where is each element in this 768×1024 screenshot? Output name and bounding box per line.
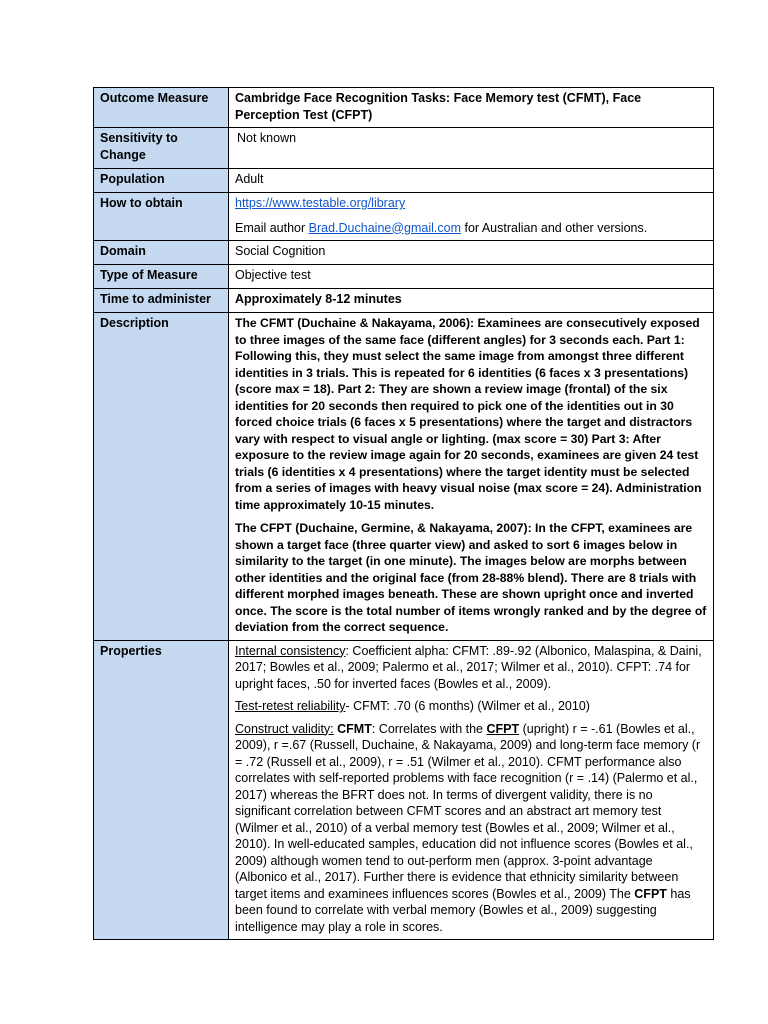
construct-validity-text: (upright) r = -.61 (Bowles et al., 2009), r =.67 (Russell, Duchaine, & Nakayama, 2009) and long-term face memory (r = .72 (Russell et al., 2009), r = .51 (Wilmer et al., 2010). CFMT performance also correlates with self-reported problems with face recognition (r = .14) (Palermo et al., 2017) whereas the BFRT does not. In terms of divergent validity, there is no significant correlation between CFMT scores and an abstract art memory test (Wilmer et al., 2010) of a verbal memory test (Bowles et al., 2009; Wilmer et al., 2010). In well-educated samples, education did not influence scores (Bowles et al., 2009) although women tend to out-perform men (approx. 3-point advantage (Albonico et al., 2017). Further there is evidence that ethnicity similarity between target items and examinees influences scores (Bowles et al., 2009) The <box>235 721 701 901</box>
construct-validity-text: : Correlates with the <box>371 721 487 736</box>
test-retest-reliability <box>235 698 707 715</box>
construct-validity-text: has been found to correlate with verbal memory (Bowles et al., 2009) suggesting intelligence may play a role in scores. <box>235 886 691 934</box>
author-email-link[interactable]: Brad.Duchaine@gmail.com <box>308 220 461 235</box>
construct-validity-bold: CFPT <box>634 886 667 901</box>
testable-library-link[interactable]: https://www.testable.org/library <box>235 196 406 210</box>
outcome-measure-value: Cambridge Face Recognition Tasks: Face Memory test (CFMT), Face Perception Test (CFPT) <box>229 88 714 128</box>
row-label: Type of Measure <box>94 265 229 289</box>
email-prefix: Email author <box>235 220 309 235</box>
properties-value <box>229 640 714 940</box>
test-retest-text: - CFMT: .70 (6 months) (Wilmer et al., 2010) <box>345 699 590 713</box>
row-label: Population <box>94 169 229 193</box>
construct-validity-label: Construct validity: <box>235 721 334 736</box>
row-label: Description <box>94 313 229 641</box>
row-label: Sensitivity to Change <box>94 128 229 169</box>
table-row <box>94 128 714 169</box>
how-to-obtain-value <box>229 193 714 241</box>
sensitivity-value <box>229 128 714 169</box>
construct-validity <box>235 721 707 936</box>
table-row <box>94 313 714 641</box>
internal-consistency-text: : Coefficient alpha: CFMT: .89-.92 (Albonico, Malaspina, & Daini, 2017; Bowles et al., 2009; Palermo et al., 2017; Wilmer et al., 2010). CFPT: .74 for upright faces, .50 for inverted faces (Bowles et al., 2009). <box>235 643 702 691</box>
table-row <box>94 289 714 313</box>
time-to-administer-value: Approximately 8-12 minutes <box>229 289 714 313</box>
table-row <box>94 169 714 193</box>
test-retest-label: Test-retest reliability <box>235 699 346 713</box>
table-row <box>94 640 714 940</box>
table-row <box>94 88 714 128</box>
email-suffix: for Australian and other versions. <box>461 220 648 235</box>
table-row <box>94 241 714 265</box>
email-line <box>235 220 707 237</box>
row-label: Outcome Measure <box>94 88 229 128</box>
population-value: Adult <box>229 169 714 193</box>
domain-value: Social Cognition <box>229 241 714 265</box>
row-label: How to obtain <box>94 193 229 241</box>
cfmt-description: The CFMT (Duchaine & Nakayama, 2006): Examinees are consecutively exposed to three images of the same face (different angles) for 3 seconds each. Part 1: Following this, they must select the same image from amongst three different identities in 3 trials. This is repeated for 6 identities (6 faces x 3 presentations) (score max = 18). Part 2: They are shown a review image (frontal) of the six identities for 20 seconds then required to pick one of the identities out in 30 forced choice trials (6 faces x 5 presentations) where the target and distractors vary with respect to visual angle or lighting. (max score = 30) Part 3: After exposure to the review image again for 20 seconds, examinees are given 24 test trials (6 identities x 4 presentations) where the target identity must be selected from a series of images with heavy visual noise (max score = 24). Administration time approximately 10-15 minutes. <box>235 316 702 512</box>
row-label: Properties <box>94 640 229 940</box>
row-label: Domain <box>94 241 229 265</box>
internal-consistency <box>235 643 707 693</box>
cfpt-description: The CFPT (Duchaine, Germine, & Nakayama, 2007): In the CFPT, examinees are shown a target face (three quarter view) and asked to sort 6 images below in similarity to the target (in one minute). The images below are morphs between other identities and the original face (from 28-88% blend). There are 8 trials with different morphed images beneath. These are shown upright once and inverted once. The score is the total number of items wrongly ranked and by the degree of deviation from the correct sequence. <box>235 521 707 634</box>
sensitivity-text: Not known <box>237 131 297 145</box>
library-line <box>235 195 707 212</box>
construct-validity-bold: CFMT <box>333 721 372 736</box>
description-value <box>229 313 714 641</box>
table-row <box>94 265 714 289</box>
internal-consistency-label: Internal consistency <box>235 643 346 658</box>
construct-validity-bold: CFPT <box>486 721 520 736</box>
type-of-measure-value: Objective test <box>229 265 714 289</box>
outcome-measure-table <box>93 87 714 940</box>
table-row <box>94 193 714 241</box>
row-label: Time to administer <box>94 289 229 313</box>
